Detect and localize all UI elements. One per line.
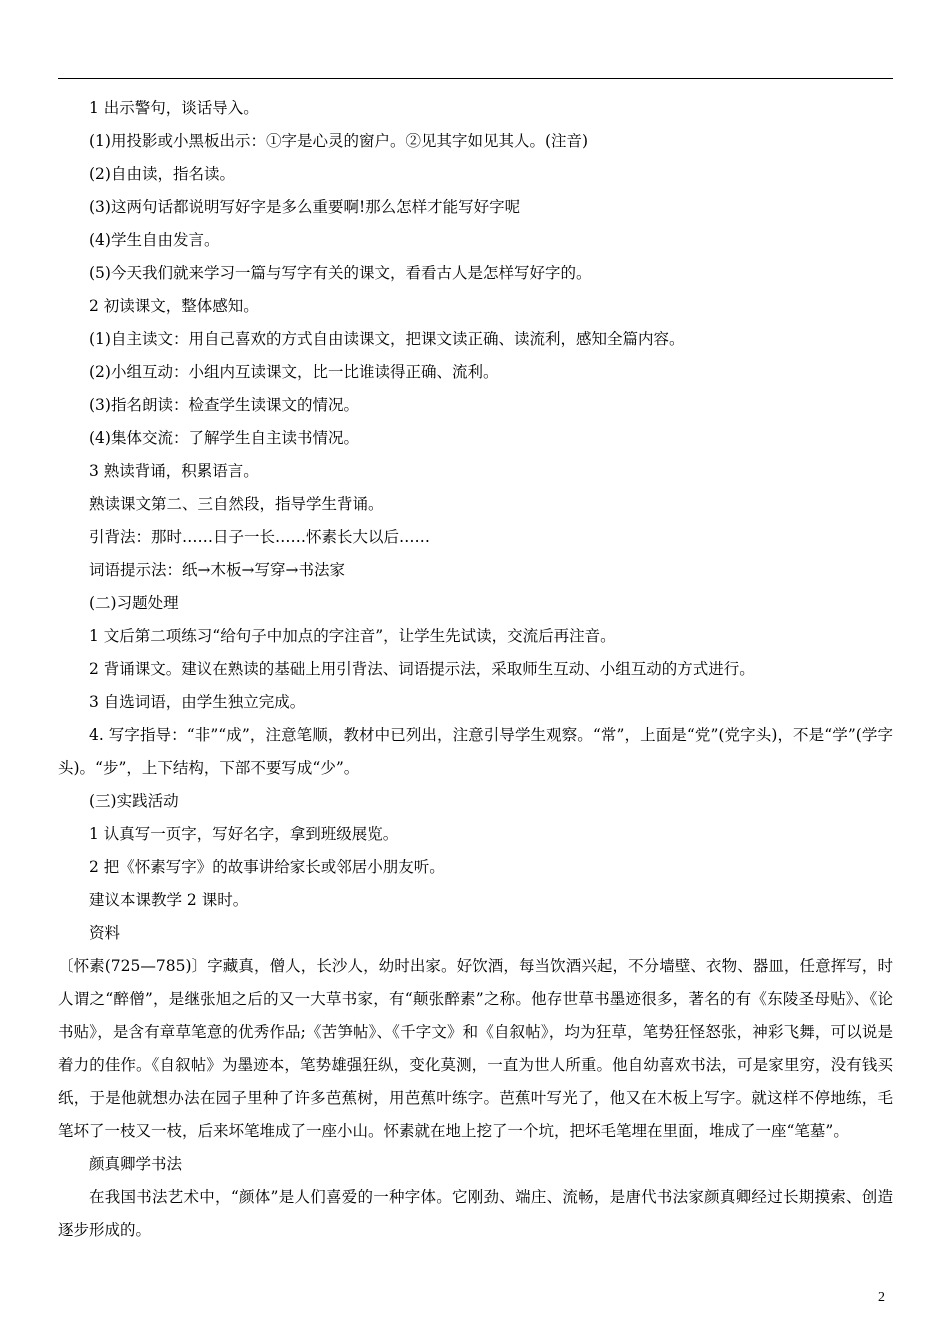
paragraph: 引背法：那时……日子一长……怀素长大以后…… (89, 528, 431, 546)
paragraph: (1)用投影或小黑板出示：①字是心灵的窗户。②见其字如见其人。(注音) (89, 132, 589, 150)
page-number: 2 (878, 1290, 885, 1305)
paragraph: 熟读课文第二、三自然段，指导学生背诵。 (89, 495, 384, 513)
paragraph: 1 认真写一页字，写好名字，拿到班级展览。 (89, 825, 399, 843)
paragraph: 3 自选词语，由学生独立完成。 (89, 693, 306, 711)
paragraph: 3 熟读背诵，积累语言。 (89, 462, 259, 480)
section-heading: 资料 (89, 924, 121, 942)
paragraph: 建议本课教学 2 课时。 (89, 891, 249, 909)
paragraph: 2 初读课文，整体感知。 (89, 297, 259, 315)
paragraph: (1)自主读文：用自己喜欢的方式自由读课文，把课文读正确、读流利，感知全篇内容。 (89, 330, 685, 348)
paragraph: 词语提示法：纸→木板→写穿→书法家 (89, 561, 345, 579)
paragraph: 1 文后第二项练习“给句子中加点的字注音”，让学生先试读，交流后再注音。 (89, 627, 616, 645)
paragraph: 4. 写字指导：“非”“成”，注意笔顺，教材中已列出，注意引导学生观察。“常”，上面是“党”(党字头)，不是“学”(学字头)。“步”，上下结构，下部不要写成“少”。 (58, 726, 893, 777)
paragraph: 〔怀素(725—785)〕字藏真，僧人，长沙人，幼时出家。好饮酒，每当饮酒兴起，不分墙壁、衣物、器皿，任意挥写，时人谓之“醉僧”，是继张旭之后的又一大草书家，有“颠张醉素”之称。他存世草书墨迹很多，著名的有《东陵圣母贴》、《论书贴》，是含有章草笔意的优秀作品;《苦笋帖》、《千字文》和《自叙帖》，均为狂草，笔势狂怪怒张，神彩飞舞，可以说是着力的佳作。《自叙帖》为墨迹本，笔势雄强狂纵，变化莫测，一直为世人所重。他自幼喜欢书法，可是家里穷，没有钱买纸，于是他就想办法在园子里种了许多芭蕉树，用芭蕉叶练字。芭蕉叶写光了，他又在木板上写字。就这样不停地练，毛笔坏了一枝又一枝，后来坏笔堆成了一座小山。怀素就在地上挖了一个坑，把坏毛笔埋在里面，堆成了一座“笔墓”。 (58, 957, 893, 1140)
paragraph: (4)学生自由发言。 (89, 231, 220, 249)
paragraph: (5)今天我们就来学习一篇与写字有关的课文，看看古人是怎样写好字的。 (89, 264, 592, 282)
paragraph: (3)这两句话都说明写好字是多么重要啊!那么怎样才能写好字呢 (89, 198, 521, 216)
header-rule (58, 78, 893, 79)
paragraph: 2 背诵课文。建议在熟读的基础上用引背法、词语提示法，采取师生互动、小组互动的方式进行。 (89, 660, 755, 678)
section-heading: (三)实践活动 (89, 792, 179, 810)
section-heading: (二)习题处理 (89, 594, 179, 612)
paragraph: (4)集体交流：了解学生自主读书情况。 (89, 429, 359, 447)
paragraph: 2 把《怀素写字》的故事讲给家长或邻居小朋友听。 (89, 858, 445, 876)
paragraph: (2)小组互动：小组内互读课文，比一比谁读得正确、流利。 (89, 363, 499, 381)
paragraph: (3)指名朗读：检查学生读课文的情况。 (89, 396, 359, 414)
paragraph: 1 出示警句，谈话导入。 (89, 99, 259, 117)
paragraph: 在我国书法艺术中，“颜体”是人们喜爱的一种字体。它刚劲、端庄、流畅，是唐代书法家颜真卿经过长期摸索、创造逐步形成的。 (58, 1188, 893, 1239)
section-heading: 颜真卿学书法 (89, 1155, 183, 1173)
document-body (58, 92, 893, 1247)
paragraph: (2)自由读，指名读。 (89, 165, 235, 183)
